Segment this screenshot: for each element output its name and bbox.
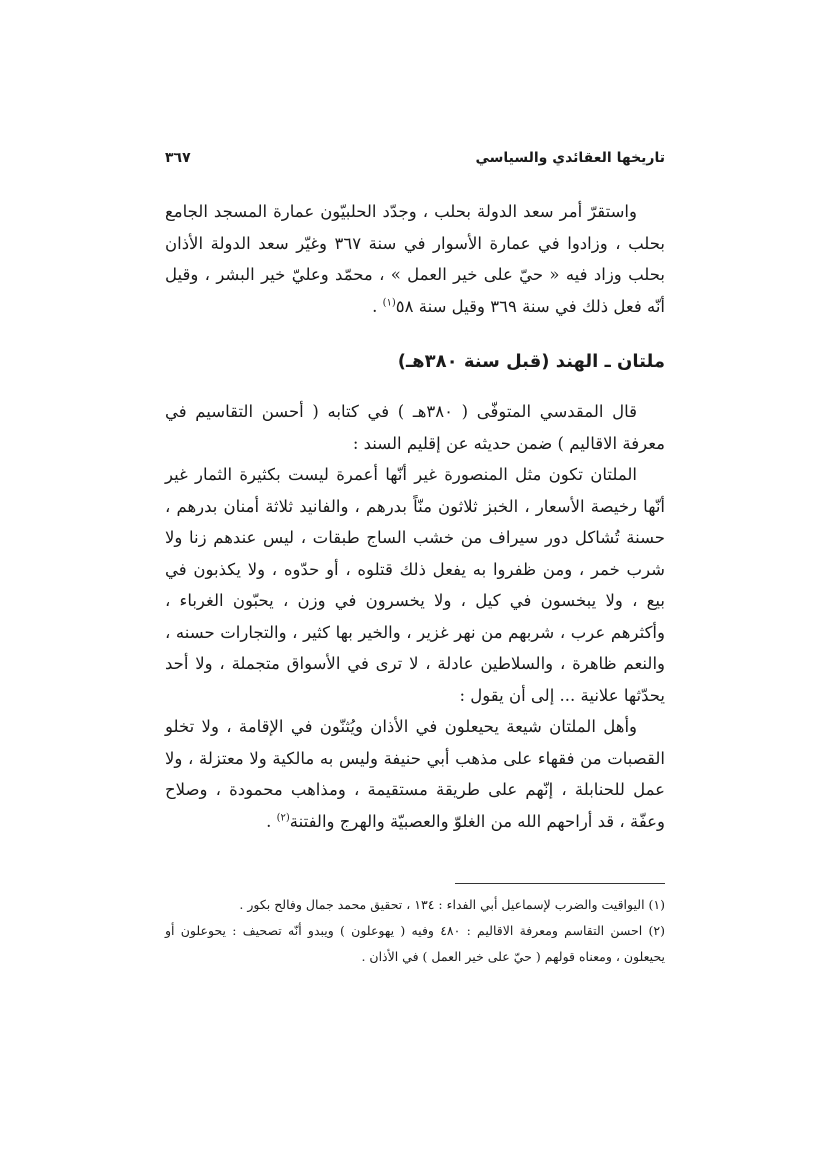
- footnote-1: (١) اليواقيت والضرب لإسماعيل أبي الفداء : ١٣٤ ، تحقيق محمد جمال وفالح بكور .: [239, 897, 665, 912]
- running-title: تاريخها العقائدي والسياسي: [475, 150, 665, 166]
- footnote-divider: [455, 883, 665, 884]
- footnote-2: (٢) احسن التقاسم ومعرفة الاقاليم : ٤٨٠ وفيه ( يهوعلون ) ويبدو أنّه تصحيف : يحوعلون أو يحيعلون ، ومعناه قولهم ( حيّ على خير العمل ) في الأذان .: [165, 923, 665, 964]
- footnote-ref-2: (٢): [276, 812, 290, 823]
- footnote-ref-1: (١): [382, 297, 396, 308]
- paragraph-1-end: .: [372, 296, 383, 316]
- paragraph-4: [165, 711, 665, 837]
- paragraph-4-end: .: [266, 811, 277, 831]
- paragraph-1-text: واستقرّ أمر سعد الدولة بحلب ، وجدّد الحلبيّون عمارة المسجد الجامع بحلب ، وزادوا في عمارة الأسوار في سنة ٣٦٧ وغيّر سعد الدولة الأذان بحلب وزاد فيه « حيّ على خير العمل » ، محمّد وعليّ خير البشر ، وقيل أنّه فعل ذلك في سنة ٣٦٩ وقيل سنة ٥٨: [165, 202, 666, 316]
- body-text: [165, 196, 665, 837]
- paragraph-4-text: وأهل الملتان شيعة يحيعلون في الأذان ويُثنّون في الإقامة ، ولا تخلو القصبات من فقهاء على مذهب أبي حنيفة وليس به مالكية ولا معتزلة ، ولا عمل للحنابلة ، إنّهم على طريقة مستقيمة ، ومذاهب محمودة ، وصلاح وعفّة ، قد أراحهم الله من الغلوّ والعصبيّة والهرج والفتنة: [165, 717, 665, 831]
- paragraph-1: [165, 196, 665, 322]
- paragraph-3: الملتان تكون مثل المنصورة غير أنّها أعمرة ليست بكثيرة الثمار غير أنّها رخيصة الأسعار ، الخبز ثلاثون منّاً بدرهم ، والفانيد ثلاثة أمنان بدرهم ، حسنة تُشاكل دور سيراف من خشب الساج طبقات ، ليس عندهم زنا ولا شرب خمر ، ومن ظفروا به يفعل ذلك قتلوه ، أو حدّوه ، ولا يكذبون في بيع ، ولا يبخسون في كيل ، ولا يخسرون في وزن ، يحبّون الغرباء ، وأكثرهم عرب ، شربهم من نهر غزير ، والخير بها كثير ، والتجارات حسنه ، والنعم ظاهرة ، والسلاطين عادلة ، لا ترى في الأسواق متجملة ، ولا أحد يحدّثها علانية ... إلى أن يقول :: [165, 465, 665, 705]
- section-heading: ملتان ـ الهند (قبل سنة ٣٨٠هـ): [397, 351, 665, 372]
- paragraph-2: قال المقدسي المتوفّى ( ٣٨٠هـ ) في كتابه ( أحسن التقاسيم في معرفة الاقاليم ) ضمن حديثه عن إقليم السند :: [165, 402, 665, 453]
- footnotes: [165, 892, 665, 970]
- page-header: [165, 150, 665, 178]
- page-number: ٣٦٧: [165, 150, 191, 166]
